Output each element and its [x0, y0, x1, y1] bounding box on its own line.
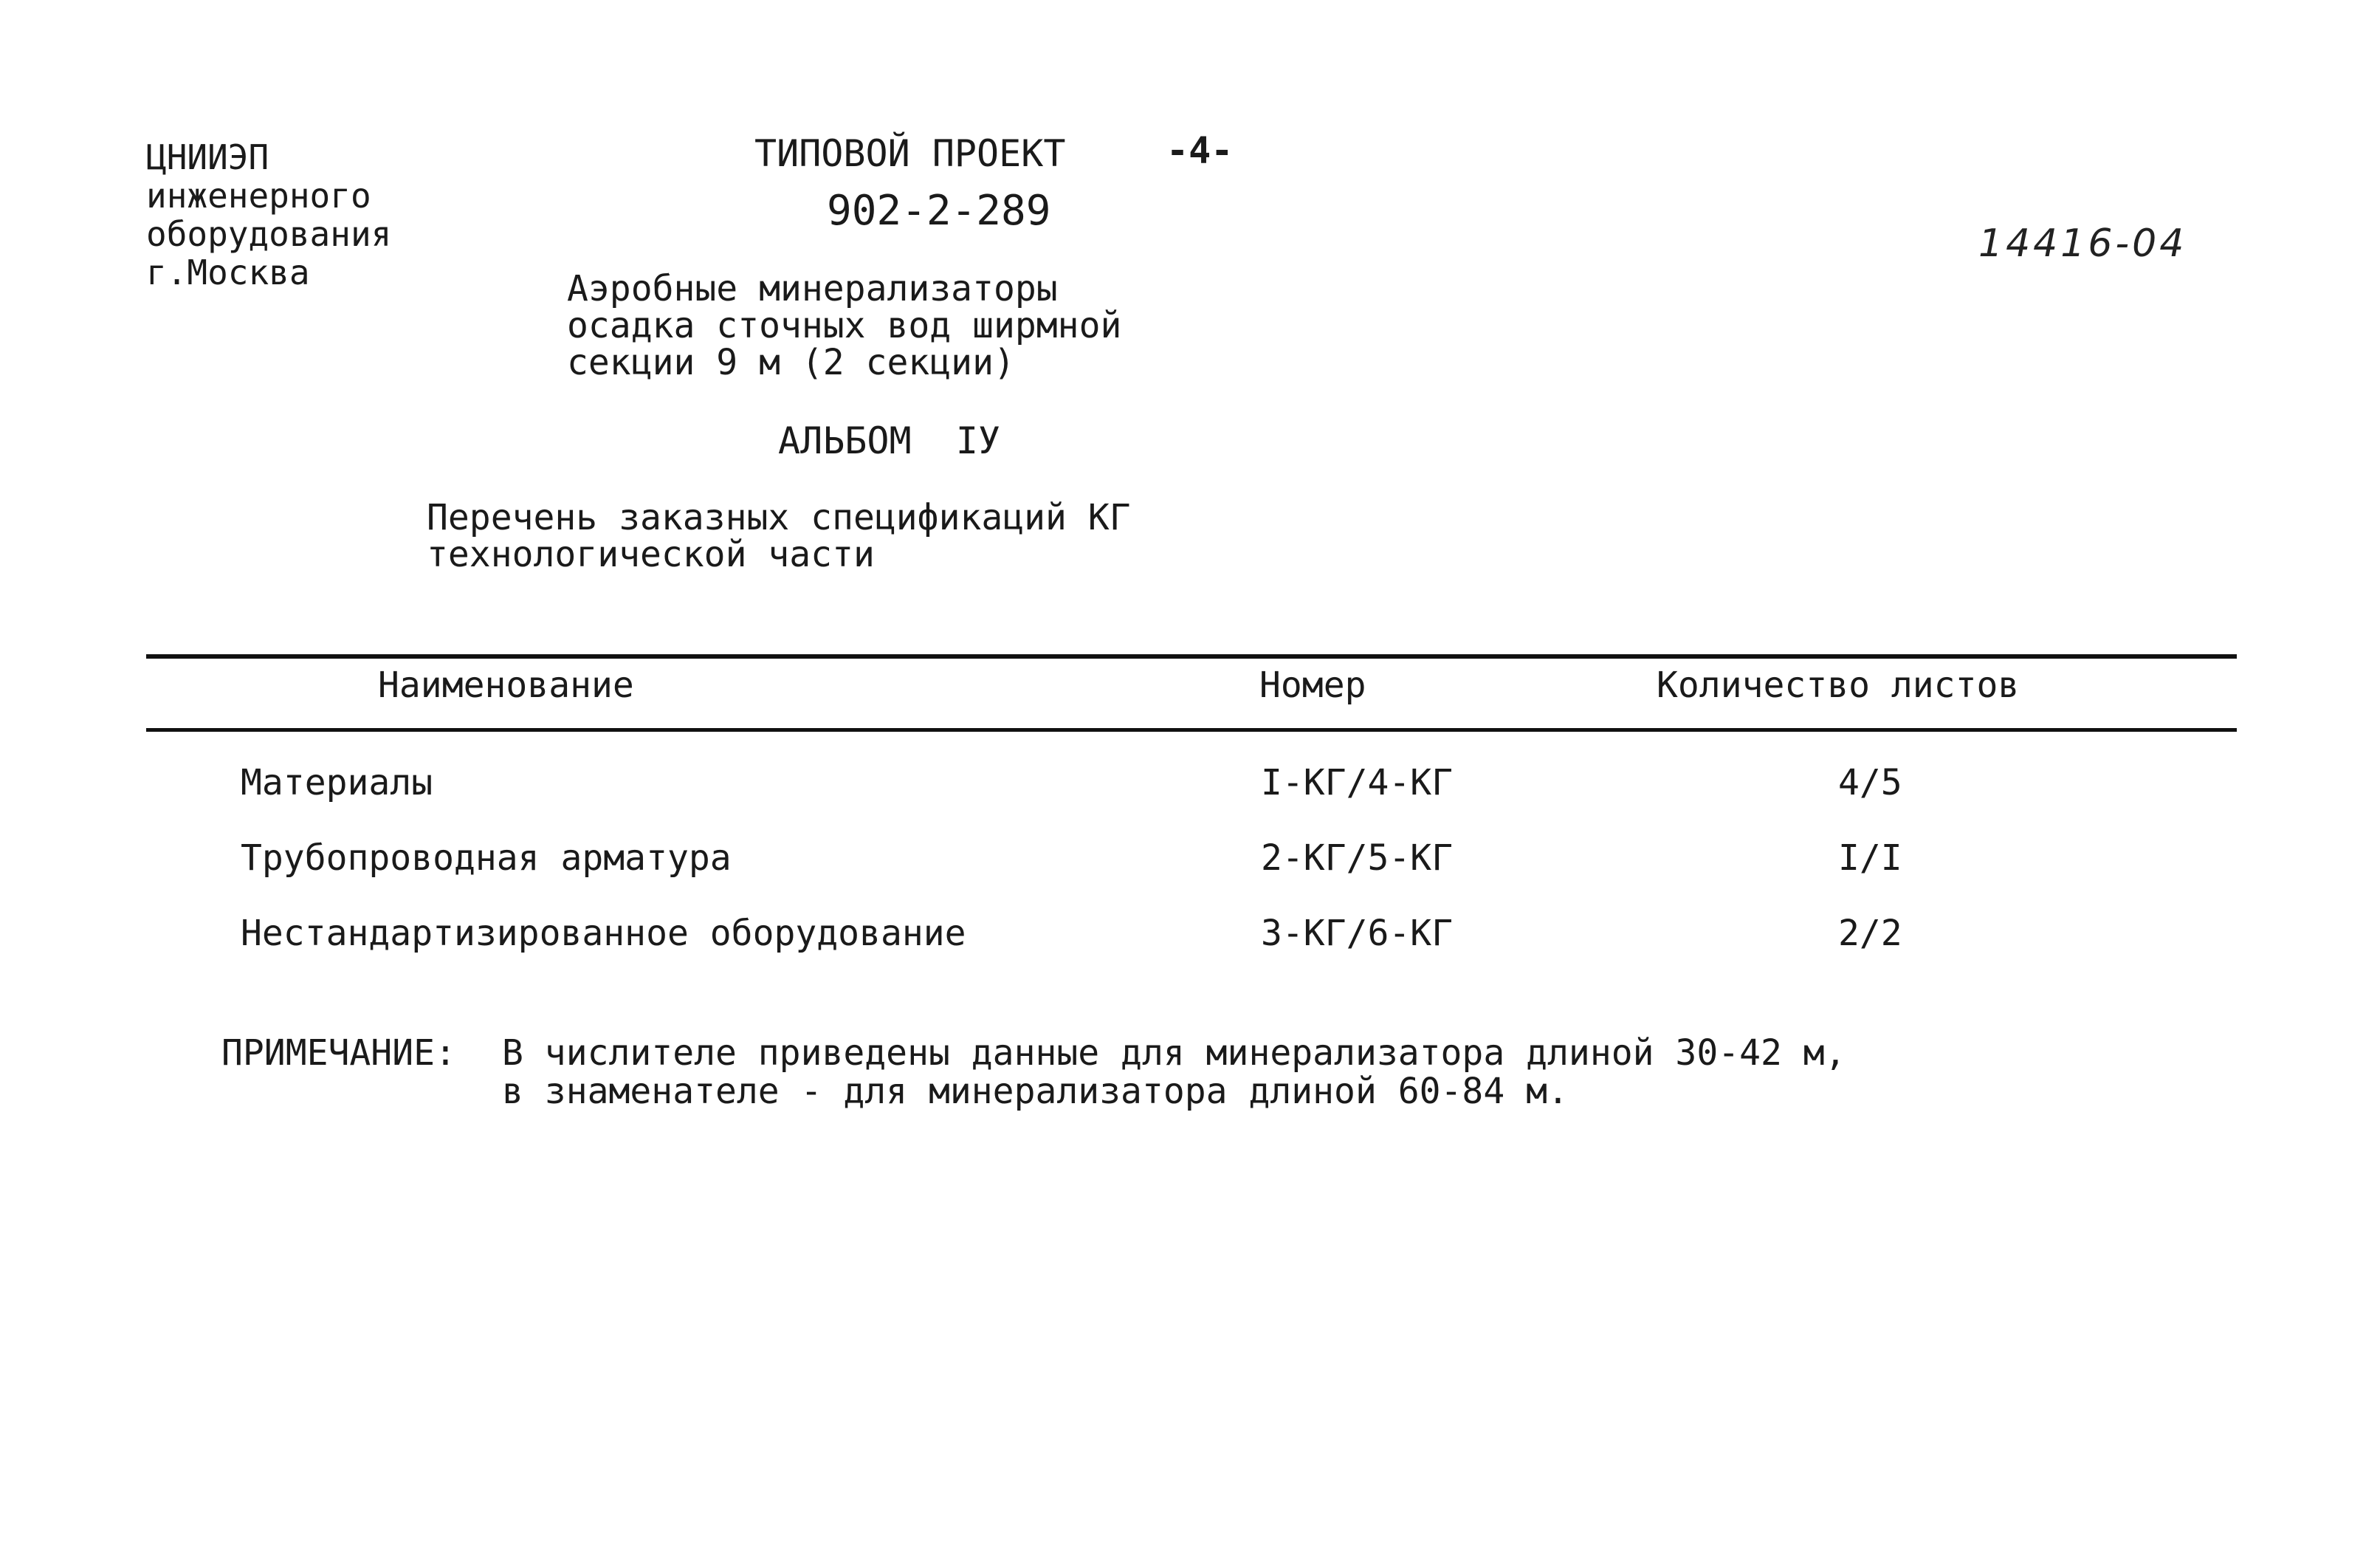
row-sheets: 4/5 — [1838, 762, 1902, 803]
row-name: Материалы — [241, 762, 433, 803]
inventory-number: 14416-04 — [1978, 222, 2187, 266]
list-title-line-1: Перечень заказных спецификаций КГ — [427, 497, 1131, 538]
row-number: 2-КГ/5-КГ — [1261, 837, 1454, 879]
note-line-1: В числителе приведены данные для минерализатора длиной 30-42 м, — [502, 1032, 1846, 1074]
row-number: 3-КГ/6-КГ — [1261, 913, 1454, 954]
project-title-line-1: Аэробные минерализаторы — [567, 268, 1058, 309]
project-title-line-3: секции 9 м (2 секции) — [567, 342, 1015, 383]
organization-name: ЦНИИЭП — [146, 137, 269, 177]
table-top-rule — [146, 654, 2237, 659]
column-header-number: Номер — [1259, 665, 1366, 706]
row-name: Нестандартизированное оборудование — [241, 913, 966, 954]
row-number: I-КГ/4-КГ — [1261, 762, 1454, 803]
column-header-sheets: Количество листов — [1657, 665, 2020, 706]
column-header-name: Наименование — [378, 665, 634, 706]
project-number: 902-2-289 — [827, 187, 1051, 235]
table-header-rule — [146, 728, 2237, 732]
row-sheets: 2/2 — [1838, 913, 1902, 954]
page-marker: -4- — [1166, 129, 1234, 172]
organization-city: г.Москва — [146, 253, 310, 292]
organization-department: инженерного — [146, 176, 371, 216]
project-title-line-2: осадка сточных вод ширмной — [567, 305, 1122, 346]
list-title-line-2: технологической части — [427, 534, 875, 575]
organization-department-cont: оборудования — [146, 214, 392, 254]
note-label: ПРИМЕЧАНИЕ: — [221, 1032, 456, 1074]
note-line-2: в знаменателе - для минерализатора длиной 60-84 м. — [502, 1071, 1569, 1112]
row-sheets: I/I — [1838, 837, 1902, 879]
project-label: ТИПОВОЙ ПРОЕКТ — [754, 132, 1066, 175]
row-name: Трубопроводная арматура — [241, 837, 732, 879]
album-number: АЛЬБОМ IУ — [778, 419, 1001, 462]
